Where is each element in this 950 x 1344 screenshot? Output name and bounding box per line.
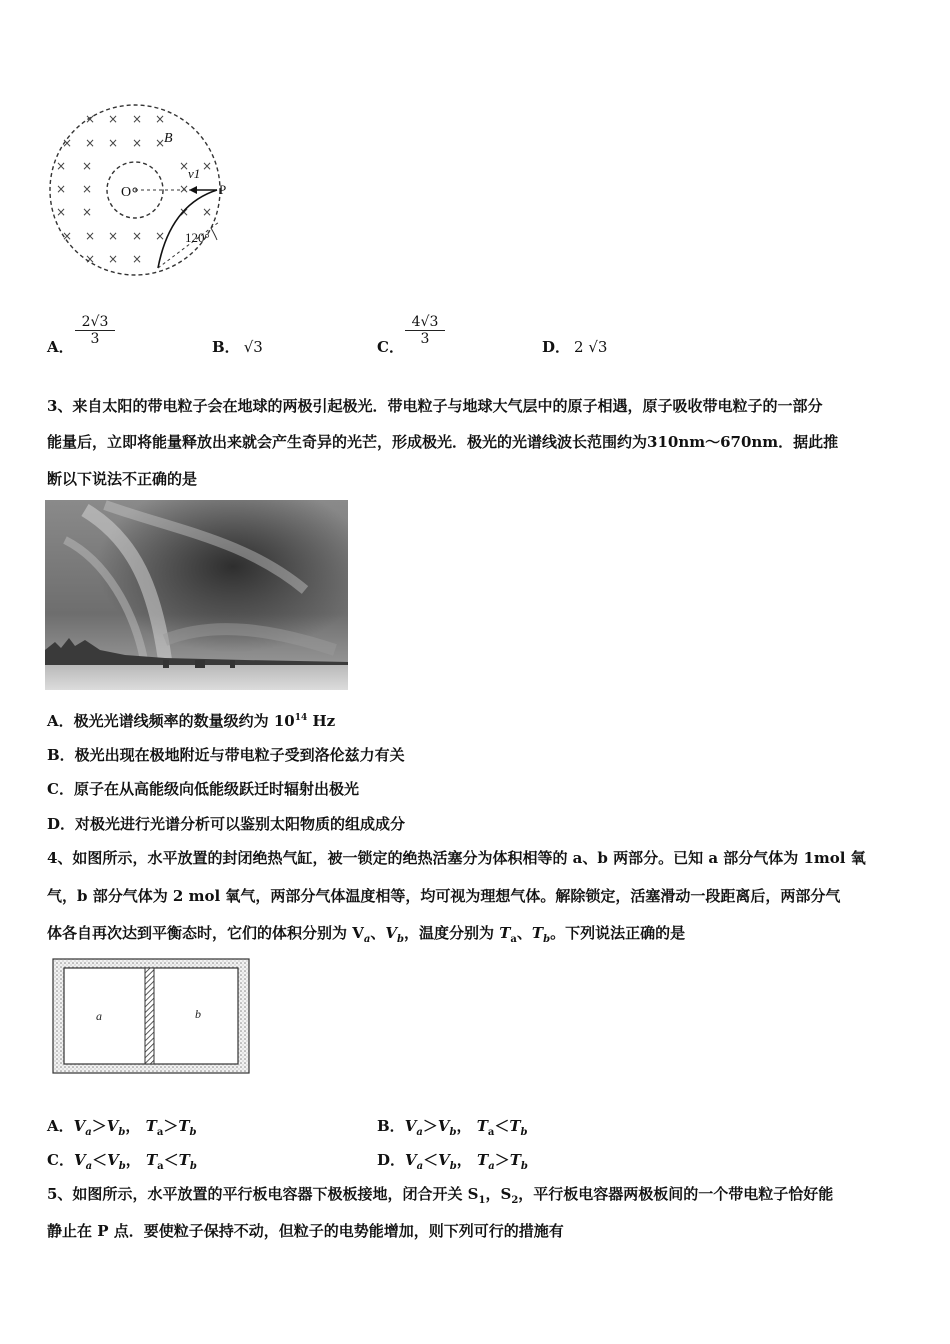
q4-option-b: B．$V_a>V_b$， $T_a<T_b$: [377, 1117, 528, 1138]
q4-option-d: D．$V_a<V_b$， $T_a>T_b$: [377, 1151, 528, 1172]
label-B: B: [164, 131, 173, 146]
q3-line-1: 3、来自太阳的带电粒子会在地球的两极引起极光．带电粒子与地球大气层中的原子相遇，原子吸收带电粒子的一部分: [47, 397, 823, 415]
q4-option-c: C．$V_a<V_b$， $T_a<T_b$: [47, 1151, 197, 1172]
svg-text:×: ×: [55, 159, 67, 173]
q4-option-a: A．$V_a>V_b$， $T_a>T_b$: [47, 1117, 197, 1138]
svg-text:×: ×: [107, 229, 119, 243]
svg-text:×: ×: [107, 112, 119, 126]
label-P: P: [219, 182, 227, 197]
q4-line-3: 体各自再次达到平衡态时，它们的体积分别为 $V_a$、$V_b$，温度分别为 $T_a$、$T_b$。下列说法正确的是: [47, 924, 686, 945]
svg-text:×: ×: [178, 205, 190, 219]
label-O: O: [121, 185, 132, 200]
q5-line-1: 5、如图所示，水平放置的平行板电容器下极板接地，闭合开关 $S_1$，$S_2$，平行板电容器两极板间的一个带电粒子恰好能: [47, 1185, 834, 1206]
q2-option-a: A．: [47, 338, 74, 356]
svg-text:×: ×: [201, 205, 213, 219]
q2-option-d: D． 2 √3: [542, 338, 608, 356]
q2-option-c-fraction: $\frac{4√3}{3}$: [405, 314, 445, 347]
magnetic-field-diagram: [45, 100, 245, 290]
svg-text:×: ×: [154, 229, 166, 243]
label-v1: v1: [188, 166, 201, 181]
q5-line-2: 静止在 P 点．要使粒子保持不动，但粒子的电势能增加，则下列可行的措施有: [47, 1222, 564, 1240]
svg-text:×: ×: [131, 252, 143, 266]
svg-text:×: ×: [131, 136, 143, 150]
svg-text:×: ×: [55, 182, 67, 196]
aurora-photo: [45, 500, 348, 690]
svg-text:×: ×: [154, 136, 166, 150]
q3-option-c: C．原子在从高能级向低能级跃迁时辐射出极光: [47, 780, 359, 798]
q3-option-a: A．极光光谱线频率的数量级约为 $10^{14}$ Hz: [47, 712, 336, 730]
q2-option-c: C．: [377, 338, 404, 356]
q2-option-a-fraction: $\frac{2√3}{3}$: [75, 314, 115, 347]
svg-text:×: ×: [107, 136, 119, 150]
svg-text:×: ×: [107, 252, 119, 266]
q2-option-b: B． √3: [212, 338, 263, 356]
cylinder-label-a: a: [96, 1009, 102, 1023]
q4-line-2: 气，b 部分气体为 2 mol 氧气，两部分气体温度相等，均可视为理想气体。解除锁定，活塞滑动一段距离后，两部分气: [47, 887, 841, 905]
svg-text:×: ×: [84, 112, 96, 126]
q3-line-2: 能量后，立即将能量释放出来就会产生奇异的光芒，形成极光．极光的光谱线波长范围约为310nm～670nm．据此推: [47, 433, 839, 451]
svg-text:×: ×: [131, 229, 143, 243]
q4-line-1: 4、如图所示，水平放置的封闭绝热气缸，被一锁定的绝热活塞分为体积相等的 a、b 两部分。已知 a 部分气体为 1mol 氧: [47, 849, 866, 867]
cylinder-label-b: b: [195, 1007, 201, 1021]
svg-text:×: ×: [61, 229, 73, 243]
svg-text:×: ×: [131, 112, 143, 126]
svg-text:×: ×: [81, 159, 93, 173]
svg-text:×: ×: [178, 159, 190, 173]
svg-text:×: ×: [201, 159, 213, 173]
svg-text:×: ×: [154, 112, 166, 126]
svg-text:×: ×: [81, 182, 93, 196]
svg-text:×: ×: [84, 229, 96, 243]
q3-option-d: D．对极光进行光谱分析可以鉴别太阳物质的组成成分: [47, 815, 406, 833]
svg-text:×: ×: [81, 205, 93, 219]
svg-text:×: ×: [84, 252, 96, 266]
q3-line-3: 断以下说法不正确的是: [47, 470, 198, 488]
svg-text:×: ×: [61, 136, 73, 150]
label-angle: 120°: [185, 230, 210, 245]
svg-text:×: ×: [178, 182, 190, 196]
svg-text:×: ×: [84, 136, 96, 150]
cylinder-diagram: [52, 958, 250, 1075]
q3-option-b: B．极光出现在极地附近与带电粒子受到洛伦兹力有关: [47, 746, 405, 764]
svg-text:×: ×: [55, 205, 67, 219]
